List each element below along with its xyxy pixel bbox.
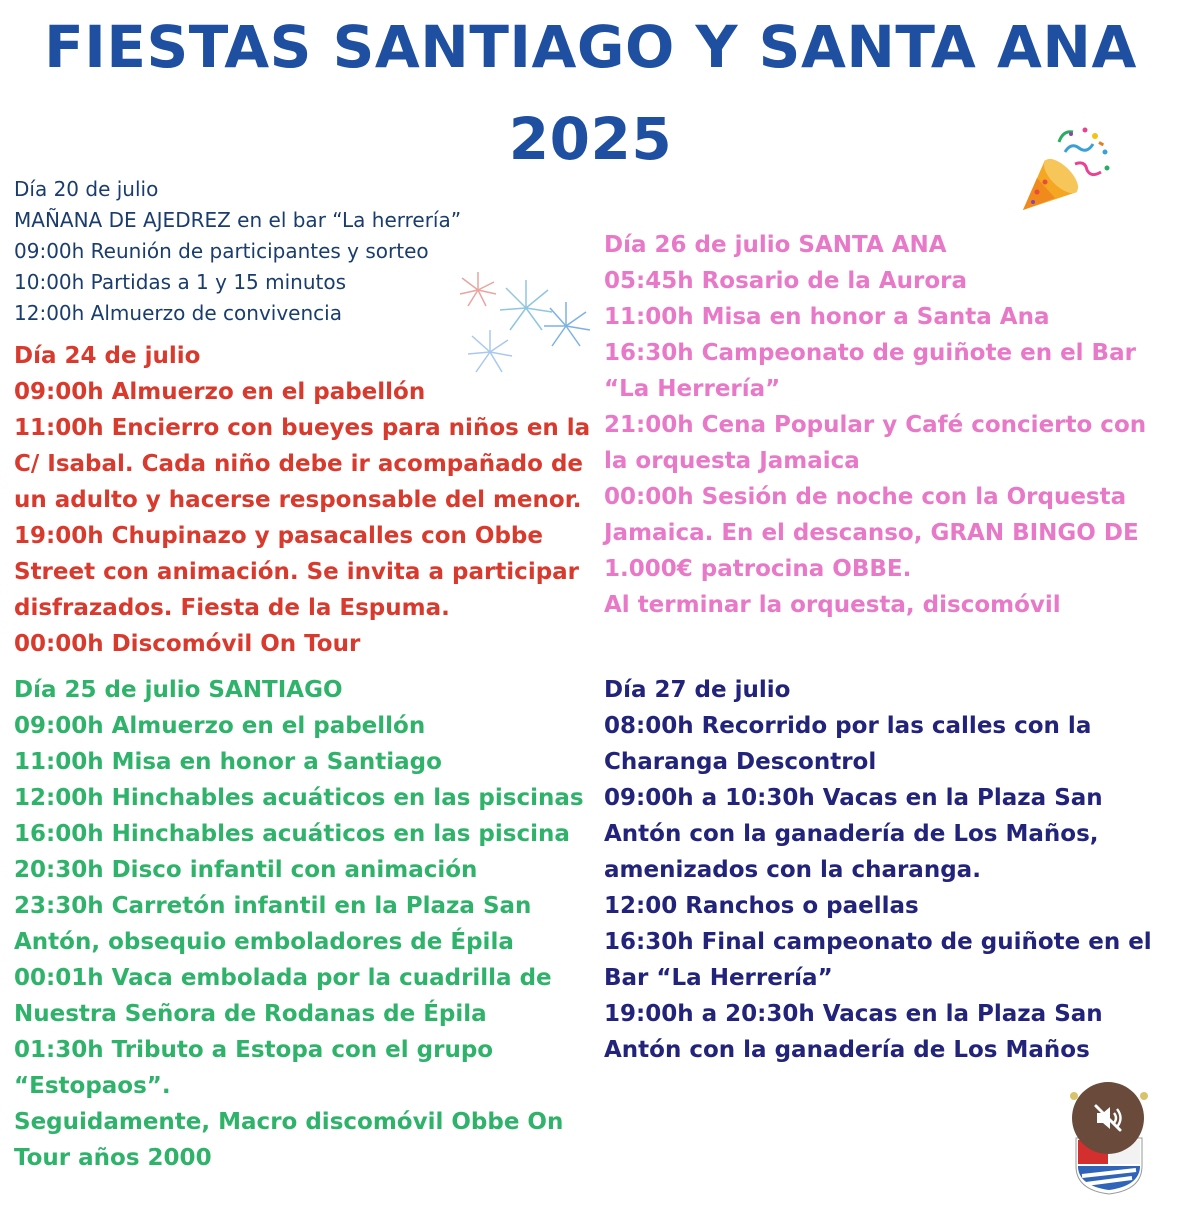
schedule-line: Antón, obsequio emboladores de Épila (14, 929, 514, 955)
schedule-line: 00:00h Discomóvil On Tour (14, 631, 361, 657)
day-27-section (604, 672, 1164, 1068)
schedule-line: 12:00 Ranchos o paellas (604, 893, 919, 919)
schedule-line: Bar “La Herrería” (604, 965, 833, 991)
schedule-line: 09:00h a 10:30h Vacas en la Plaza San (604, 785, 1103, 811)
schedule-line: 09:00h Almuerzo en el pabellón (14, 713, 426, 739)
day-25-section (14, 672, 594, 1176)
day-24-heading: Día 24 de julio (14, 343, 201, 369)
day-27-heading: Día 27 de julio (604, 677, 791, 703)
schedule-line: 16:00h Hinchables acuáticos en las piscina (14, 821, 570, 847)
intro-line: 10:00h Partidas a 1 y 15 minutos (14, 270, 347, 294)
schedule-line: 11:00h Misa en honor a Santiago (14, 749, 442, 775)
schedule-line: disfrazados. Fiesta de la Espuma. (14, 595, 450, 621)
schedule-line: 21:00h Cena Popular y Café concierto con (604, 412, 1147, 438)
chess-morning-section (14, 174, 534, 329)
schedule-line: Antón con la ganadería de Los Maños (604, 1037, 1090, 1063)
day-24-section (14, 338, 594, 662)
schedule-line: 01:30h Tributo a Estopa con el grupo (14, 1037, 494, 1063)
mute-button[interactable] (1072, 1082, 1144, 1154)
schedule-line: 05:45h Rosario de la Aurora (604, 268, 968, 294)
schedule-line: 19:00h a 20:30h Vacas en la Plaza San (604, 1001, 1103, 1027)
schedule-line: 11:00h Encierro con bueyes para niños en la (14, 415, 591, 441)
schedule-line: 19:00h Chupinazo y pasacalles con Obbe (14, 523, 543, 549)
speaker-muted-icon (1089, 1099, 1127, 1137)
schedule-line: 16:30h Final campeonato de guiñote en el (604, 929, 1152, 955)
poster-title: FIESTAS SANTIAGO Y SANTA ANA (44, 13, 1137, 81)
schedule-line: 1.000€ patrocina OBBE. (604, 556, 912, 582)
day-25-heading: Día 25 de julio SANTIAGO (14, 677, 343, 703)
schedule-line: C/ Isabal. Cada niño debe ir acompañado de (14, 451, 584, 477)
schedule-line: 00:00h Sesión de noche con la Orquesta (604, 484, 1127, 510)
schedule-line: Tour años 2000 (14, 1145, 212, 1171)
schedule-line: 08:00h Recorrido por las calles con la (604, 713, 1092, 739)
schedule-line: 23:30h Carretón infantil en la Plaza San (14, 893, 532, 919)
intro-line: Día 20 de julio (14, 177, 159, 201)
schedule-line: “La Herrería” (604, 376, 781, 402)
day-26-section (604, 227, 1164, 623)
schedule-line: 09:00h Almuerzo en el pabellón (14, 379, 426, 405)
intro-line: 12:00h Almuerzo de convivencia (14, 301, 342, 325)
poster-year: 2025 (508, 105, 673, 173)
schedule-line: Charanga Descontrol (604, 749, 877, 775)
schedule-line: 16:30h Campeonato de guiñote en el Bar (604, 340, 1136, 366)
schedule-line: Street con animación. Se invita a participar (14, 559, 580, 585)
schedule-line: Antón con la ganadería de Los Maños, (604, 821, 1099, 847)
schedule-line: 12:00h Hinchables acuáticos en las piscinas (14, 785, 584, 811)
intro-line: MAÑANA DE AJEDREZ en el bar “La herrería” (14, 208, 462, 232)
schedule-line: 11:00h Misa en honor a Santa Ana (604, 304, 1050, 330)
party-popper-icon (1015, 122, 1115, 214)
schedule-line: amenizados con la charanga. (604, 857, 981, 883)
intro-line: 09:00h Reunión de participantes y sorteo (14, 239, 429, 263)
schedule-line: 00:01h Vaca embolada por la cuadrilla de (14, 965, 552, 991)
schedule-line: la orquesta Jamaica (604, 448, 860, 474)
schedule-line: Jamaica. En el descanso, GRAN BINGO DE (604, 520, 1139, 546)
schedule-line: Al terminar la orquesta, discomóvil (604, 592, 1061, 618)
schedule-line: Nuestra Señora de Rodanas de Épila (14, 1001, 487, 1027)
schedule-line: “Estopaos”. (14, 1073, 171, 1099)
schedule-line: un adulto y hacerse responsable del menor. (14, 487, 582, 513)
day-26-heading: Día 26 de julio SANTA ANA (604, 232, 947, 258)
schedule-line: 20:30h Disco infantil con animación (14, 857, 478, 883)
schedule-line: Seguidamente, Macro discomóvil Obbe On (14, 1109, 564, 1135)
